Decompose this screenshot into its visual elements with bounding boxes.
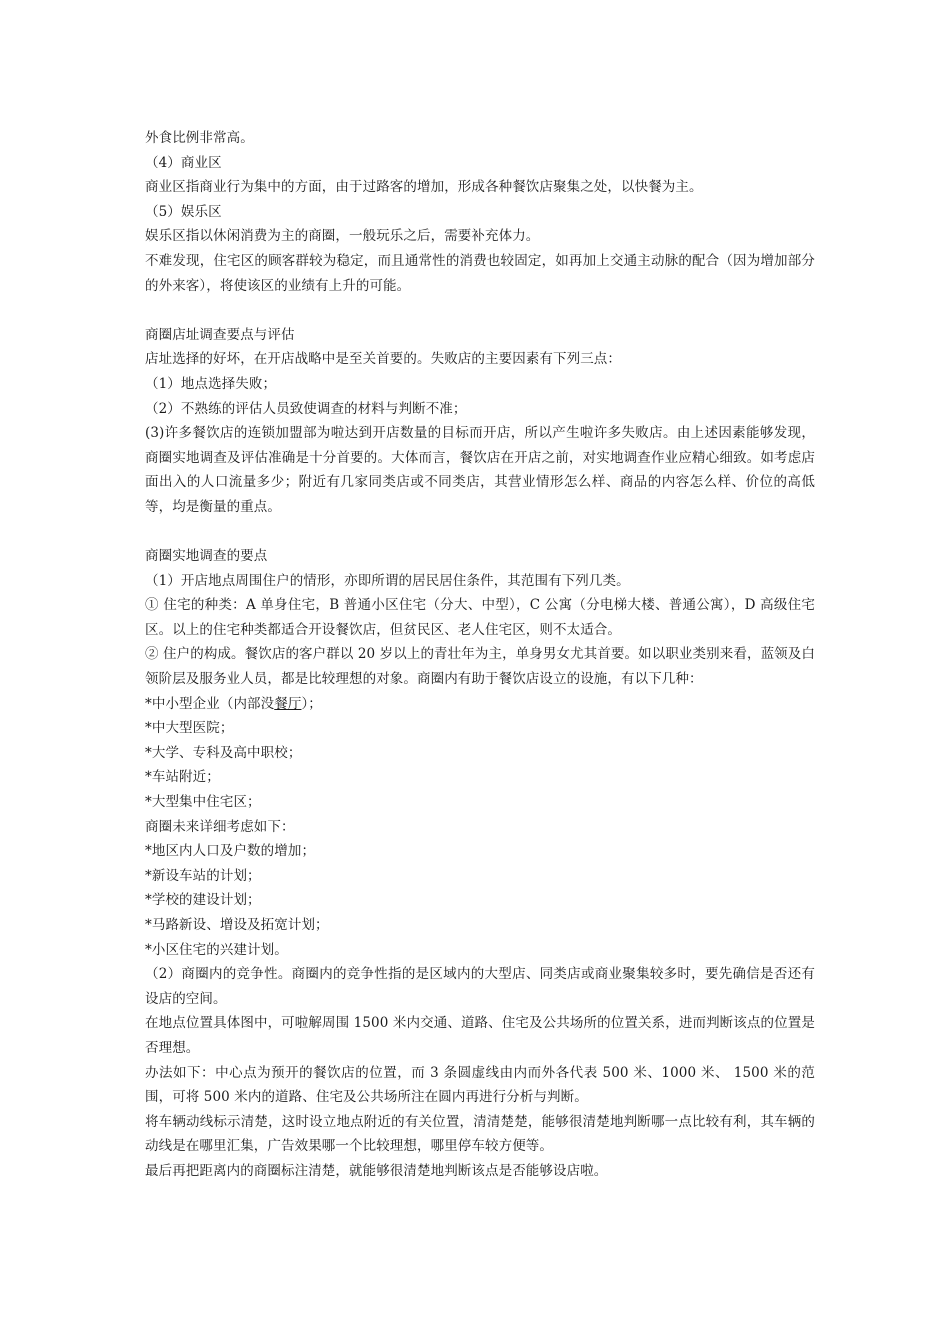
paragraph: （1）开店地点周围住户的情形，亦即所谓的居民居住条件，其范围有下列几类。 [145,572,630,589]
paragraph: （1）地点选择失败； [145,375,277,392]
paragraph: 娱乐区指以休闲消费为主的商圈，一般玩乐之后，需要补充体力。 [145,228,540,245]
paragraph: 办法如下：中心点为预开的餐饮店的位置，而 3 条圆虚线由内而外各代表 500 米、1000 米、 1500 米的范围，可将 500 米内的道路、住宅及公共场所注在圆内再进行分析与判断。 [145,1064,815,1106]
paragraph: *地区内人口及户数的增加； [145,843,316,860]
paragraph: 外食比例非常高。 [145,130,254,146]
paragraph: 商业区指商业行为集中的方面，由于过路客的增加，形成各种餐饮店聚集之处，以快餐为主。 [145,179,703,196]
paragraph-text: *中小型企业（内部没 [145,695,275,712]
paragraph: （5）娱乐区 [145,203,222,220]
paragraph: *学校的建设计划； [145,892,261,909]
paragraph: ② 住户的构成。餐饮店的客户群以 20 岁以上的青壮年为主，单身男女尤其首要。如以职业类别来看，蓝领及白领阶层及服务业人员，都是比较理想的对象。商圈内有助于餐饮店设立的设施，有以下几种： [145,646,815,688]
paragraph: (3)许多餐饮店的连锁加盟部为啦达到开店数量的目标而开店，所以产生啦许多失败店。由上述因素能够发现，商圈实地调查及评估准确是十分首要的。大体而言，餐饮店在开店之前，对实地调查作业应精心细致。如考虑店面出入的人口流量多少；附近有几家同类店或不同类店，其营业情形怎么样、商品的内容怎么样、价位的高低等，均是衡量的重点。 [145,425,815,515]
paragraph: 商圈店址调查要点与评估 [145,326,295,343]
paragraph: *马路新设、增设及拓宽计划； [145,917,329,933]
paragraph: *小区住宅的兴建计划。 [145,941,288,958]
paragraph: *车站附近； [145,769,220,786]
paragraph: 最后再把距离内的商圈标注清楚，就能够很清楚地判断该点是否能够设店啦。 [145,1162,608,1179]
paragraph: *大学、专科及高中职校； [145,744,302,761]
paragraph: 不难发现，住宅区的顾客群较为稳定，而且通常性的消费也较固定，如再加上交通主动脉的配合（因为增加部分的外来客），将使该区的业绩有上升的可能。 [145,252,815,294]
paragraph-text: ）； [301,695,322,712]
paragraph: （4）商业区 [145,154,222,171]
paragraph [145,692,815,717]
paragraph: 商圈实地调查的要点 [145,548,268,565]
paragraph: 将车辆动线标示清楚，这时设立地点附近的有关位置，清清楚楚，能够很清楚地判断哪一点比较有利，其车辆的动线是在哪里汇集，广告效果哪一个比较理想，哪里停车较方便等。 [145,1113,815,1155]
paragraph: 在地点位置具体图中，可啦解周围 1500 米内交通、道路、住宅及公共场所的位置关系，进而判断该点的位置是否理想。 [145,1015,815,1056]
paragraph: ① 住宅的种类：A 单身住宅，B 普通小区住宅（分大、中型），C 公寓（分电梯大楼、普通公寓），D 高级住宅区。以上的住宅种类都适合开设餐饮店，但贫民区、老人住宅区，则不太适合。 [145,597,815,638]
paragraph-gap [145,298,815,323]
paragraph: （2）不熟练的评估人员致使调查的材料与判断不准； [145,400,467,417]
paragraph: 商圈未来详细考虑如下： [145,818,295,835]
paragraph: 店址选择的好坏，在开店战略中是至关首要的。失败店的主要因素有下列三点： [145,351,621,368]
paragraph: （2）商圈内的竞争性。商圈内的竞争性指的是区域内的大型店、同类店或商业聚集较多时，要先确信是否还有设店的空间。 [145,966,815,1007]
paragraph: *新设车站的计划； [145,867,261,884]
paragraph: *中大型医院； [145,720,234,737]
underlined-link-text: 餐厅 [274,695,302,712]
paragraph: *大型集中住宅区； [145,794,261,811]
paragraph-gap [145,520,815,545]
document-body [145,126,815,1184]
